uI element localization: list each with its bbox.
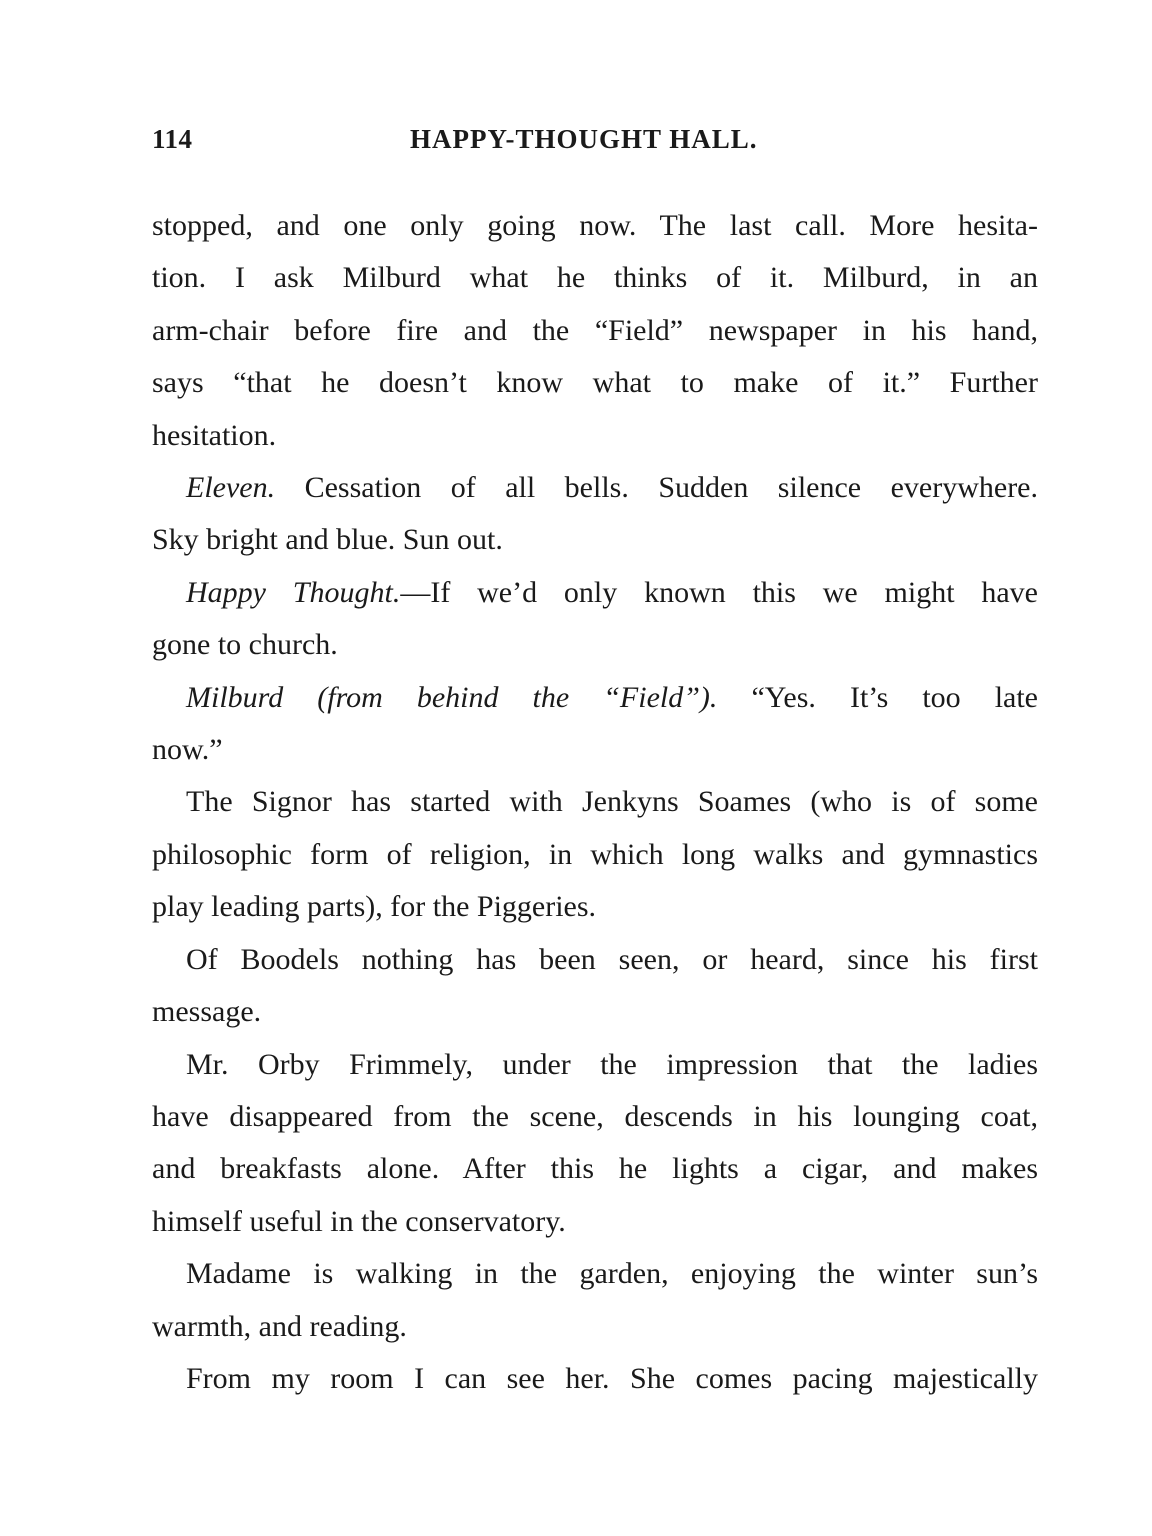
italic-lead: Milburd (from behind the “Field”). [186, 680, 718, 714]
text-line: Madame is walking in the garden, enjoying the winter sun’s [186, 1257, 1038, 1291]
text-line: Sky bright and blue. Sun out. [152, 523, 503, 557]
text-line: Of Boodels nothing has been seen, or heard, since his first [186, 942, 1038, 976]
text-line: message. [152, 995, 262, 1029]
text-run: “Yes. It’s too late [717, 680, 1038, 714]
text-line: warmth, and reading. [152, 1309, 407, 1343]
text-line: philosophic form of religion, in which long walks and gymnastics [152, 837, 1038, 871]
text-line: and breakfasts alone. After this he lights a cigar, and makes [152, 1152, 1038, 1186]
text-line: hesitation. [152, 418, 277, 452]
text-line: From my room I can see her. She comes pacing majestically [186, 1361, 1038, 1395]
text-line: play leading parts), for the Piggeries. [152, 890, 597, 924]
text-line: have disappeared from the scene, descends in his lounging coat, [152, 1099, 1038, 1133]
paragraph [152, 934, 1038, 1039]
text-line: now.” [152, 733, 223, 767]
paragraph [152, 462, 1038, 567]
text-line: The Signor has started with Jenkyns Soames (who is of some [186, 785, 1038, 819]
text-line [152, 462, 1038, 514]
italic-lead: Eleven. [186, 471, 276, 505]
page-number: 114 [152, 124, 193, 154]
text-line: himself useful in the conservatory. [152, 1204, 566, 1238]
text-line: stopped, and one only going now. The last call. More hesita- [152, 209, 1038, 242]
paragraph [152, 1248, 1038, 1353]
body-text [152, 200, 1038, 1405]
text-line: arm-chair before fire and the “Field” newspaper in his hand, [152, 313, 1038, 347]
paragraph [152, 776, 1038, 933]
text-line: tion. I ask Milburd what he thinks of it. Milburd, in an [152, 261, 1038, 295]
italic-lead: Happy Thought. [186, 575, 401, 609]
paragraph [152, 200, 1038, 462]
running-head [152, 124, 1038, 164]
text-line: says “that he doesn’t know what to make of it.” Further [152, 366, 1038, 400]
text-line: gone to church. [152, 628, 338, 662]
text-run: —If we’d only known this we might have [400, 575, 1038, 609]
text-line: Mr. Orby Frimmely, under the impression that the ladies [186, 1047, 1038, 1081]
running-title: HAPPY-THOUGHT HALL. [410, 124, 758, 154]
paragraph [152, 672, 1038, 777]
paragraph [152, 567, 1038, 672]
text-run: Cessation of all bells. Sudden silence everywhere. [275, 471, 1038, 505]
paragraph [152, 1353, 1038, 1405]
text-line [152, 672, 1038, 724]
paragraph [152, 1039, 1038, 1249]
text-line [152, 567, 1038, 619]
